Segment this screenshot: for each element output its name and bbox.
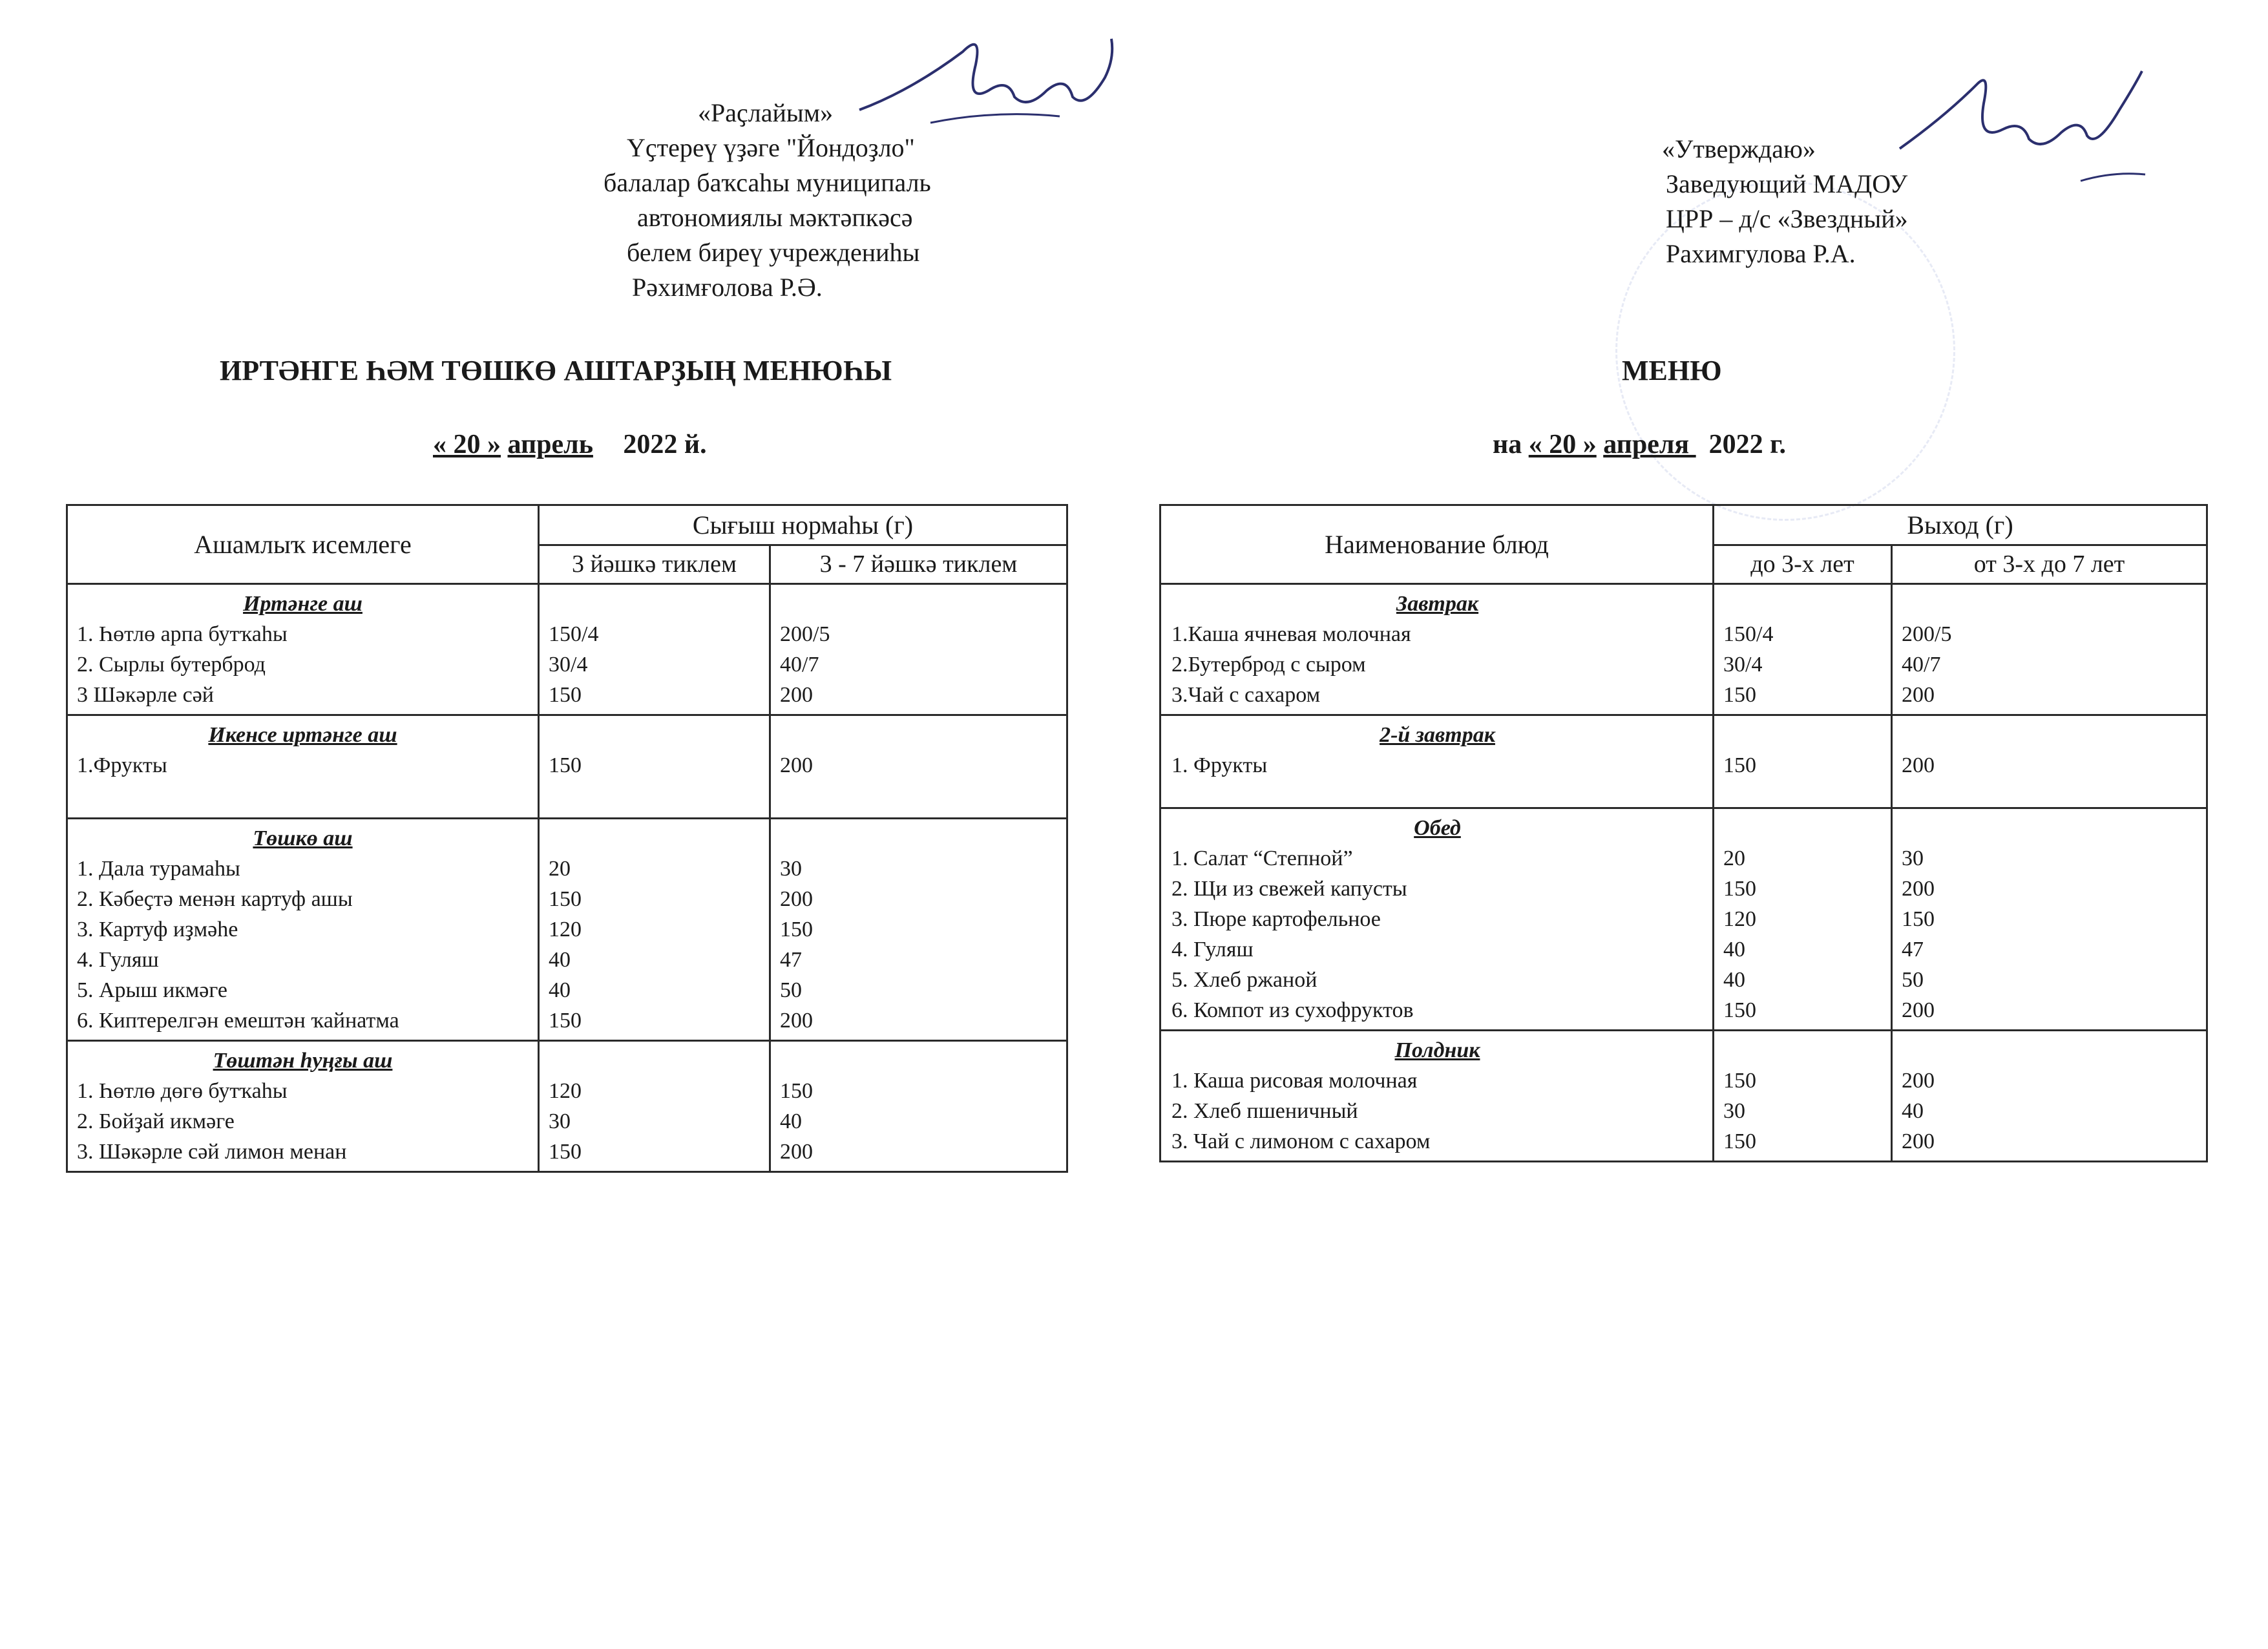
right-section-lunch-v2 bbox=[1892, 808, 2207, 1031]
portion: 200/5 bbox=[780, 622, 830, 646]
portion: 200 bbox=[1902, 683, 1935, 707]
dish: 2. Сырлы бутерброд bbox=[77, 653, 266, 677]
left-approval-line: автономиялы мәктәпкәсә bbox=[637, 203, 913, 232]
portion: 200 bbox=[1902, 1069, 1935, 1093]
dish: 4. Гуляш bbox=[1171, 938, 1254, 961]
left-section-snack-v1 bbox=[539, 1041, 770, 1172]
right-approval-line: ЦРР – д/с «Звездный» bbox=[1666, 204, 1908, 233]
dish: 1. Һөтлө дөгө бутҡаһы bbox=[77, 1079, 288, 1103]
left-date-day: « 20 » bbox=[433, 430, 501, 459]
section-title: Полдник bbox=[1394, 1038, 1480, 1062]
dish: 5. Хлеб ржаной bbox=[1171, 968, 1318, 992]
section-title: Төшкө аш bbox=[253, 826, 353, 850]
portion: 20 bbox=[549, 857, 571, 881]
section-title: Икенсе иртәнге аш bbox=[208, 723, 397, 747]
portion: 120 bbox=[549, 918, 582, 941]
left-date-year: 2022 й. bbox=[623, 430, 707, 459]
portion: 150 bbox=[780, 1079, 813, 1103]
portion: 30/4 bbox=[1723, 653, 1763, 677]
portion: 200 bbox=[1902, 1129, 1935, 1153]
left-approval-line: Үҫтереү үҙәге "Йондоҙло" bbox=[627, 133, 915, 162]
dish: 2. Бойҙай икмәге bbox=[77, 1109, 235, 1133]
portion: 40/7 bbox=[1902, 653, 1941, 677]
portion: 47 bbox=[780, 948, 802, 972]
portion: 200 bbox=[780, 683, 813, 707]
section-title: Иртәнге аш bbox=[243, 592, 362, 616]
portion: 200 bbox=[780, 1009, 813, 1033]
left-approval-line: Рәхимғолова Р.Ә. bbox=[632, 273, 823, 302]
dish: 1. Фрукты bbox=[1171, 753, 1268, 777]
right-approval-line: «Утверждаю» bbox=[1662, 134, 1816, 163]
right-section-second-breakfast-v2 bbox=[1892, 715, 2207, 808]
dish: 1. Һөтлө арпа бутҡаһы bbox=[77, 622, 288, 646]
left-section-snack-v2 bbox=[770, 1041, 1067, 1172]
left-section-snack bbox=[67, 1041, 539, 1172]
left-header-col2: 3 - 7 йәшкә тиклем bbox=[770, 545, 1067, 584]
right-section-row bbox=[1160, 1031, 2207, 1162]
right-approval-line: Заведующий МАДОУ bbox=[1666, 169, 1908, 198]
section-title: Төштән һуңғы аш bbox=[213, 1049, 393, 1073]
left-section-row bbox=[67, 1041, 1067, 1172]
right-section-snack bbox=[1160, 1031, 1714, 1162]
right-section-row bbox=[1160, 715, 2207, 808]
right-date bbox=[1493, 429, 1786, 460]
dish: 2. Хлеб пшеничный bbox=[1171, 1099, 1358, 1123]
dish: 6. Компот из сухофруктов bbox=[1171, 998, 1414, 1022]
portion: 30 bbox=[1723, 1099, 1745, 1123]
portion: 150 bbox=[549, 1140, 582, 1164]
right-section-lunch-v1 bbox=[1714, 808, 1892, 1031]
left-header-col1: 3 йәшкә тиклем bbox=[539, 545, 770, 584]
portion: 120 bbox=[1723, 907, 1756, 931]
right-menu-title: МЕНЮ bbox=[1622, 355, 1722, 386]
right-approval-line: Рахимгулова Р.А. bbox=[1666, 239, 1856, 268]
portion: 47 bbox=[1902, 938, 1924, 961]
portion: 120 bbox=[549, 1079, 582, 1103]
left-section-row bbox=[67, 584, 1067, 715]
right-section-row bbox=[1160, 584, 2207, 715]
left-header-name: Ашамлыҡ исемлеге bbox=[67, 505, 539, 584]
left-menu-table bbox=[66, 504, 1068, 1173]
left-header-group: Сығыш нормаһы (г) bbox=[539, 505, 1067, 545]
right-section-second-breakfast-v1 bbox=[1714, 715, 1892, 808]
portion: 150 bbox=[549, 683, 582, 707]
left-section-lunch-v1 bbox=[539, 819, 770, 1041]
right-approval-block bbox=[1659, 132, 1908, 271]
dish: 1. Каша рисовая молочная bbox=[1171, 1069, 1418, 1093]
dish: 3. Чай с лимоном с сахаром bbox=[1171, 1129, 1431, 1153]
portion: 150/4 bbox=[549, 622, 599, 646]
left-approval-line: «Раҫлайым» bbox=[698, 98, 834, 127]
right-header-col1: до 3-х лет bbox=[1714, 545, 1892, 584]
right-section-snack-v2 bbox=[1892, 1031, 2207, 1162]
left-section-lunch bbox=[67, 819, 539, 1041]
portion: 150 bbox=[549, 887, 582, 911]
right-date-prefix: на bbox=[1493, 430, 1529, 459]
dish: 2. Кәбеҫтә менән картуф ашы bbox=[77, 887, 353, 911]
right-section-breakfast-v1 bbox=[1714, 584, 1892, 715]
portion: 200 bbox=[780, 887, 813, 911]
portion: 200 bbox=[1902, 877, 1935, 901]
portion: 150 bbox=[1723, 1129, 1756, 1153]
section-title: 2-й завтрак bbox=[1380, 723, 1495, 747]
portion: 30 bbox=[549, 1109, 571, 1133]
portion: 150 bbox=[1723, 753, 1756, 777]
portion: 50 bbox=[1902, 968, 1924, 992]
portion: 30 bbox=[780, 857, 802, 881]
dish: 1. Салат “Степной” bbox=[1171, 846, 1353, 870]
right-header-col2: от 3-х до 7 лет bbox=[1892, 545, 2207, 584]
portion: 150 bbox=[1723, 1069, 1756, 1093]
portion: 200 bbox=[1902, 998, 1935, 1022]
portion: 150 bbox=[1723, 877, 1756, 901]
right-signature bbox=[1887, 58, 2158, 187]
portion: 40 bbox=[1723, 938, 1745, 961]
left-approval-line: белем биреү учреждениһы bbox=[627, 238, 920, 267]
portion: 40 bbox=[549, 978, 571, 1002]
portion: 40 bbox=[780, 1109, 802, 1133]
dish: 3.Чай с сахаром bbox=[1171, 683, 1321, 707]
left-section-breakfast-v2 bbox=[770, 584, 1067, 715]
dish: 4. Гуляш bbox=[77, 948, 159, 972]
dish: 2.Бутерброд с сыром bbox=[1171, 653, 1366, 677]
left-section-breakfast bbox=[67, 584, 539, 715]
dish: 5. Арыш икмәге bbox=[77, 978, 227, 1002]
portion: 200/5 bbox=[1902, 622, 1952, 646]
left-section-second-breakfast bbox=[67, 715, 539, 819]
left-menu-title: ИРТӘНГЕ ҺӘМ ТӨШКӨ АШТАРҘЫҢ МЕНЮҺЫ bbox=[220, 355, 892, 386]
portion: 150 bbox=[549, 753, 582, 777]
portion: 150 bbox=[780, 918, 813, 941]
section-title: Обед bbox=[1414, 816, 1461, 840]
dish: 6. Киптерелгән емештән ҡайнатма bbox=[77, 1009, 399, 1033]
right-section-breakfast bbox=[1160, 584, 1714, 715]
portion: 30 bbox=[1902, 846, 1924, 870]
left-section-row bbox=[67, 819, 1067, 1041]
portion: 40 bbox=[1902, 1099, 1924, 1123]
right-date-year: 2022 г. bbox=[1708, 430, 1786, 459]
section-title: Завтрак bbox=[1396, 592, 1479, 616]
portion: 50 bbox=[780, 978, 802, 1002]
left-date bbox=[433, 429, 707, 460]
dish: 2. Щи из свежей капусты bbox=[1171, 877, 1407, 901]
left-section-second-breakfast-v2 bbox=[770, 715, 1067, 819]
portion: 20 bbox=[1723, 846, 1745, 870]
right-section-snack-v1 bbox=[1714, 1031, 1892, 1162]
dish: 1.Каша ячневая молочная bbox=[1171, 622, 1411, 646]
portion: 150/4 bbox=[1723, 622, 1774, 646]
right-section-breakfast-v2 bbox=[1892, 584, 2207, 715]
left-date-month: апрель bbox=[507, 430, 593, 459]
dish: 1. Дала турамаһы bbox=[77, 857, 240, 881]
right-section-second-breakfast bbox=[1160, 715, 1714, 808]
left-section-row bbox=[67, 715, 1067, 819]
portion: 30/4 bbox=[549, 653, 588, 677]
left-section-lunch-v2 bbox=[770, 819, 1067, 1041]
right-section-row bbox=[1160, 808, 2207, 1031]
portion: 200 bbox=[1902, 753, 1935, 777]
left-section-breakfast-v1 bbox=[539, 584, 770, 715]
portion: 200 bbox=[780, 1140, 813, 1164]
dish: 3 Шәкәрле сәй bbox=[77, 683, 214, 707]
dish: 3. Шәкәрле сәй лимон менан bbox=[77, 1140, 347, 1164]
portion: 200 bbox=[780, 753, 813, 777]
portion: 150 bbox=[549, 1009, 582, 1033]
left-section-second-breakfast-v1 bbox=[539, 715, 770, 819]
right-section-lunch bbox=[1160, 808, 1714, 1031]
right-date-day: « 20 » bbox=[1528, 430, 1597, 459]
left-signature bbox=[853, 13, 1124, 129]
right-header-name: Наименование блюд bbox=[1160, 505, 1714, 584]
right-menu-table bbox=[1159, 504, 2208, 1162]
dish: 1.Фрукты bbox=[77, 753, 167, 777]
portion: 150 bbox=[1902, 907, 1935, 931]
right-date-month: апреля bbox=[1603, 430, 1696, 459]
portion: 40/7 bbox=[780, 653, 819, 677]
left-approval-line: балалар баҡсаһы муниципаль bbox=[604, 168, 931, 197]
portion: 40 bbox=[549, 948, 571, 972]
dish: 3. Картуф иҙмәһе bbox=[77, 918, 238, 941]
portion: 150 bbox=[1723, 683, 1756, 707]
right-header-group: Выход (г) bbox=[1714, 505, 2207, 545]
portion: 40 bbox=[1723, 968, 1745, 992]
dish: 3. Пюре картофельное bbox=[1171, 907, 1381, 931]
portion: 150 bbox=[1723, 998, 1756, 1022]
